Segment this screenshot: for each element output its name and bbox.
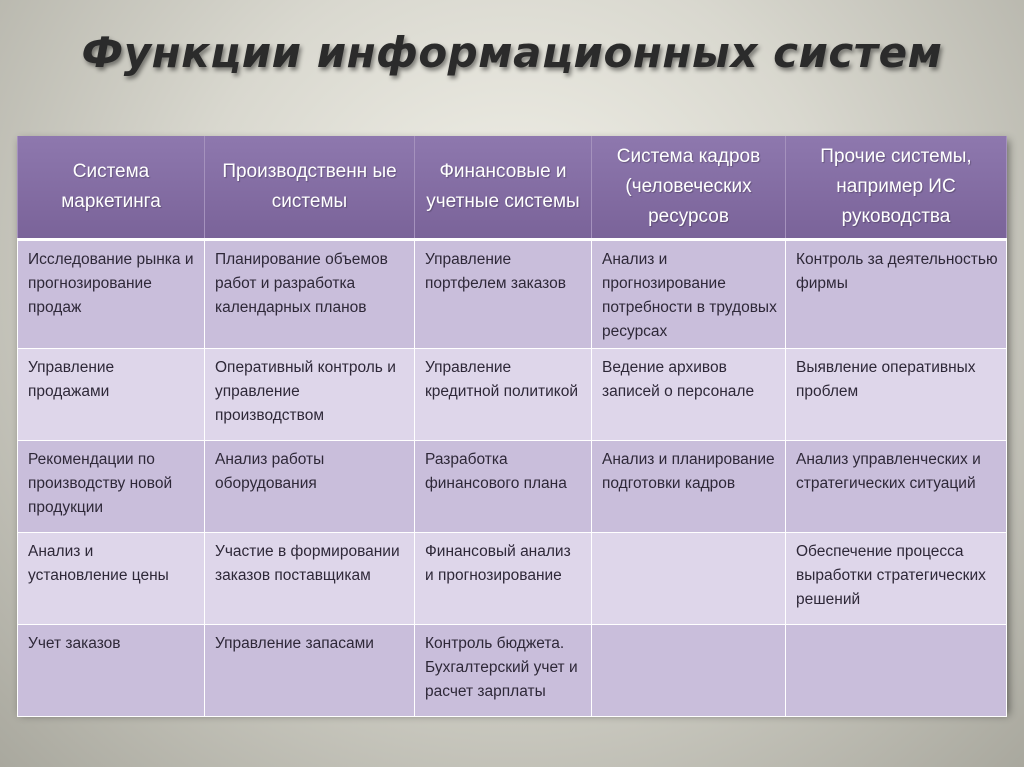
table-cell: Анализ работы оборудования [205, 441, 415, 533]
table-row [18, 240, 1007, 349]
table-row [18, 625, 1007, 717]
table-cell: Участие в формировании заказов поставщикам [205, 533, 415, 625]
slide-title: Функции информационных систем [81, 28, 943, 77]
header-production: Производственн ые системы [205, 136, 415, 240]
table-cell: Финансовый анализ и прогнозирование [415, 533, 592, 625]
table-cell: Анализ и прогнозирование потребности в трудовых ресурсах [592, 240, 786, 349]
table-cell: Выявление оперативных проблем [786, 349, 1007, 441]
header-hr: Система кадров (человеческих ресурсов [592, 136, 786, 240]
table-cell: Управление кредитной политикой [415, 349, 592, 441]
table-row [18, 349, 1007, 441]
table-cell: Анализ и установление цены [18, 533, 205, 625]
table-cell: Анализ управленческих и стратегических ситуаций [786, 441, 1007, 533]
table-cell: Ведение архивов записей о персонале [592, 349, 786, 441]
table-cell: Учет заказов [18, 625, 205, 717]
table-cell: Управление запасами [205, 625, 415, 717]
table-cell: Управление портфелем заказов [415, 240, 592, 349]
table-cell: Управление продажами [18, 349, 205, 441]
table-cell [592, 533, 786, 625]
header-finance: Финансовые и учетные системы [415, 136, 592, 240]
table-cell: Оперативный контроль и управление производством [205, 349, 415, 441]
table-cell [786, 625, 1007, 717]
table-cell: Исследование рынка и прогнозирование продаж [18, 240, 205, 349]
functions-table-container [17, 136, 1006, 711]
table-cell: Рекомендации по производству новой продукции [18, 441, 205, 533]
table-cell: Разработка финансового плана [415, 441, 592, 533]
table-header-row [18, 136, 1007, 240]
header-other: Прочие системы, например ИС руководства [786, 136, 1007, 240]
table-cell: Контроль бюджета. Бухгалтерский учет и расчет зарплаты [415, 625, 592, 717]
table-row [18, 441, 1007, 533]
table-cell: Контроль за деятельностью фирмы [786, 240, 1007, 349]
header-marketing: Система маркетинга [18, 136, 205, 240]
table-cell [592, 625, 786, 717]
table-cell: Анализ и планирование подготовки кадров [592, 441, 786, 533]
table-cell: Обеспечение процесса выработки стратегических решений [786, 533, 1007, 625]
functions-table [17, 136, 1007, 717]
table-row [18, 533, 1007, 625]
table-cell: Планирование объемов работ и разработка календарных планов [205, 240, 415, 349]
